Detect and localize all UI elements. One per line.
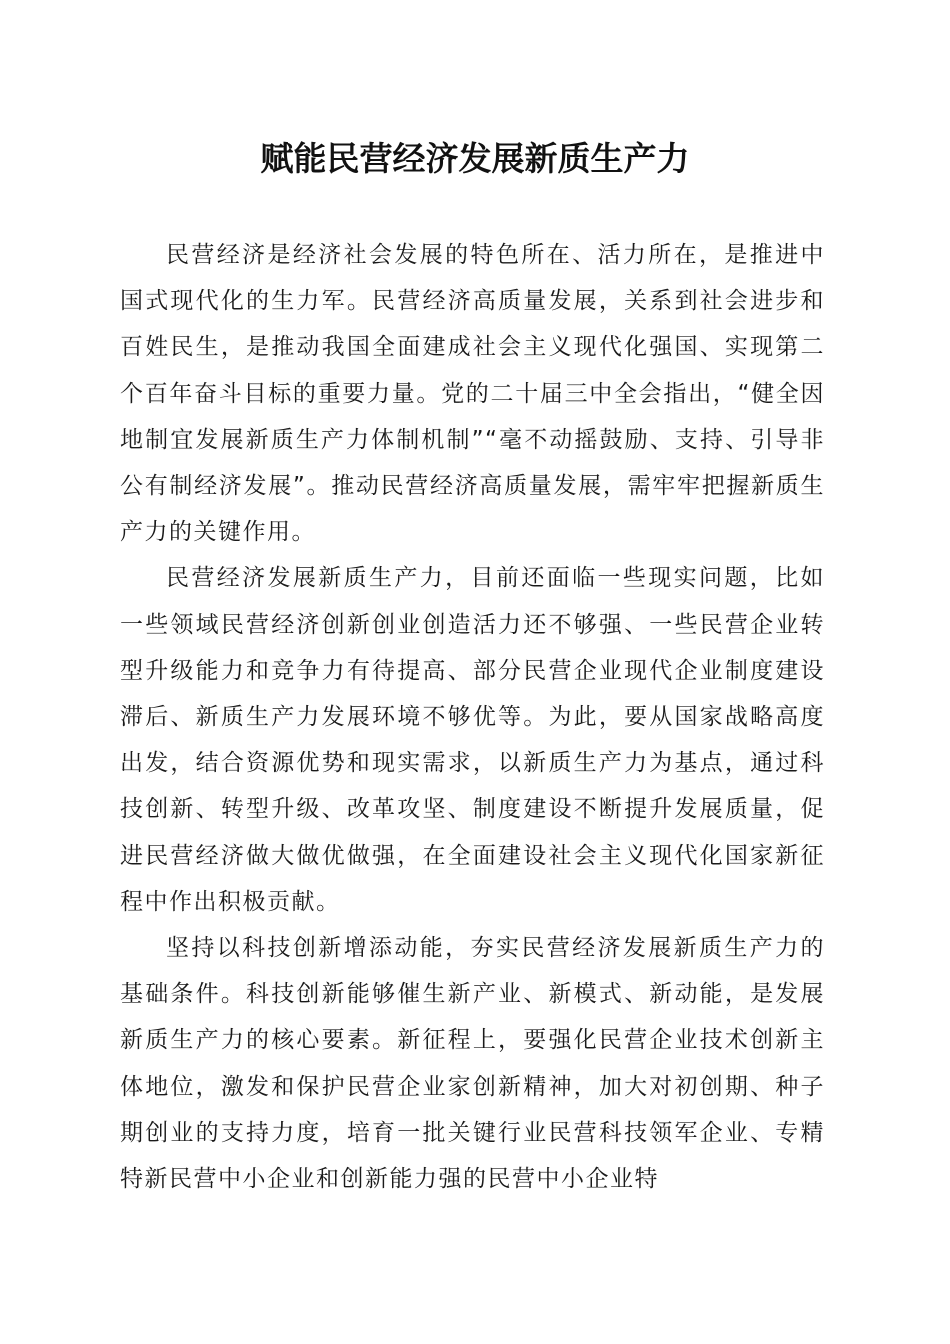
paragraph-3: 坚持以科技创新增添动能，夯实民营经济发展新质生产力的基础条件。科技创新能够催生新产业、新模式、新动能，是发展新质生产力的核心要素。新征程上，要强化民营企业技术创新主体地位，激发和保护民营企业家创新精神，加大对初创期、种子期创业的支持力度，培育一批关键行业民营科技领军企业、专精特新民营中小企业和创新能力强的民营中小企业特 bbox=[120, 935, 825, 1193]
paragraph-1: 民营经济是经济社会发展的特色所在、活力所在，是推进中国式现代化的生力军。民营经济高质量发展，关系到社会进步和百姓民生，是推动我国全面建成社会主义现代化强国、实现第二个百年奋斗目标的重要力量。党的二十届三中全会指出，“健全因地制宜发展新质生产力体制机制”“毫不动摇鼓励、支持、引导非公有制经济发展”。推动民营经济高质量发展，需牢牢把握新质生产力的关键作用。 bbox=[120, 242, 825, 546]
paragraph-2: 民营经济发展新质生产力，目前还面临一些现实问题，比如一些领域民营经济创新创业创造活力还不够强、一些民营企业转型升级能力和竞争力有待提高、部分民营企业现代企业制度建设滞后、新质生产力发展环境不够优等。为此，要从国家战略高度出发，结合资源优势和现实需求，以新质生产力为基点，通过科技创新、转型升级、改革攻坚、制度建设不断提升发展质量，促进民营经济做大做优做强，在全面建设社会主义现代化国家新征程中作出积极贡献。 bbox=[120, 565, 825, 915]
document-body bbox=[120, 232, 825, 1202]
document-title: 赋能民营经济发展新质生产力 bbox=[260, 139, 690, 178]
